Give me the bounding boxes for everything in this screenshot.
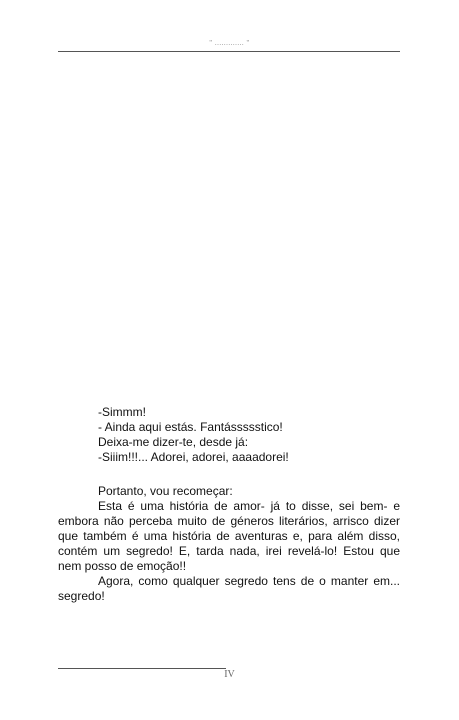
narrative-paragraph: Portanto, vou recomeçar: (98, 484, 233, 498)
dialogue-block (58, 405, 400, 465)
dialogue-line: - Ainda aqui estás. Fantássssstico! (98, 420, 283, 434)
page-number: IV (224, 669, 235, 680)
narrative-block (58, 484, 400, 604)
narrative-paragraph: Agora, como qualquer segredo tens de o manter em... segredo! (58, 574, 400, 603)
running-header: " ............. " (209, 39, 250, 47)
narrative-paragraph: Esta é uma história de amor- já to disse, sei bem- e embora não perceba muito de géneros literários, arrisco dizer que também é uma história de aventuras e, para além disso, contém um segredo! E, tarda nada, irei revelá-lo! Estou que nem posso de emoção!! (58, 499, 400, 573)
header-rule (58, 51, 400, 52)
dialogue-line: Deixa-me dizer-te, desde já: (98, 435, 249, 449)
dialogue-line: -Simmm! (98, 405, 146, 419)
dialogue-line: -Siiim!!!... Adorei, adorei, aaaadorei! (98, 450, 289, 464)
